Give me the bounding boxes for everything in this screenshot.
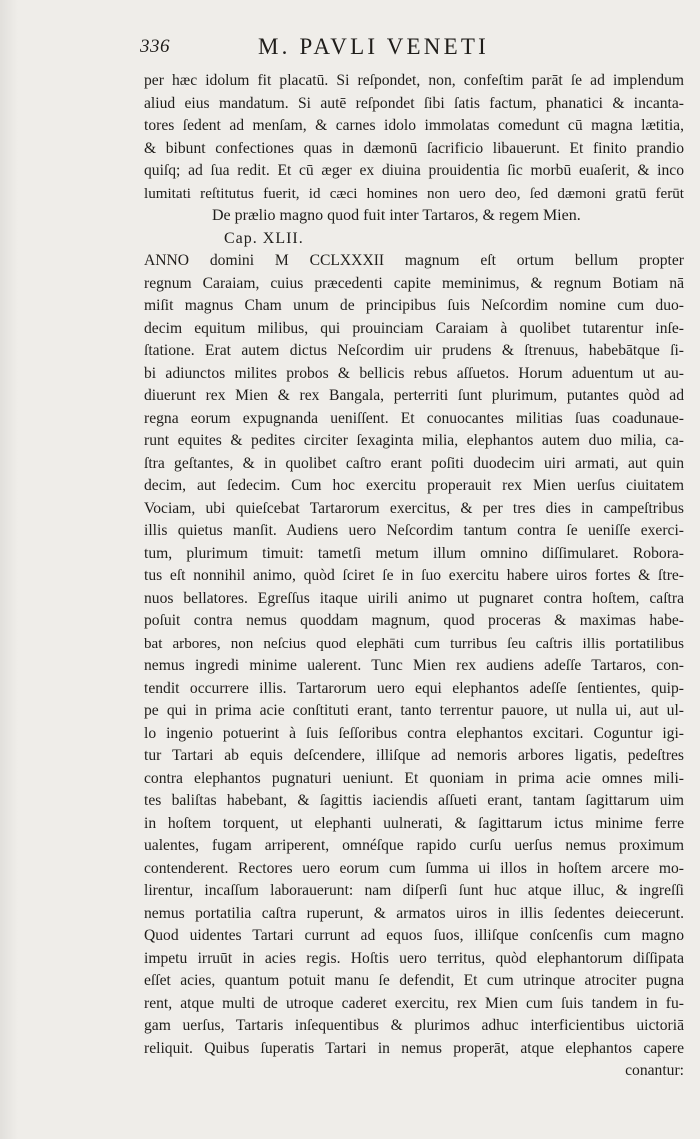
text-line: lo ingenio potuerint à ſuis ſeſſoribus contra elephantos excitari. Coguntur igi- [144, 724, 684, 742]
text-line: rent, atque multi de utroque caderet exercitu, rex Mien cum ſuis tandem in fu- [144, 994, 684, 1012]
text-line: ANNO domini M CCLXXXII magnum eſt ortum bellum propter [144, 252, 684, 269]
text-line: poſuit contra nemus quoddam magnum, quod proceras & maximas habe- [144, 612, 684, 629]
text-line: miſit magnus Cham unum de principibus ſuis Neſcordim nomine cum duo- [144, 297, 684, 314]
text-line: diuerunt rex Mien & rex Bangala, perterriti ſunt plurimum, putantes quòd ad [144, 387, 684, 404]
text-line: ualentes, fugam arriperent, omnéſque rapido curſu uerſus nemus proximum [144, 837, 684, 854]
text-line: per hæc idolum fit placatū. Si reſpondet, non, confeſtim parāt ſe ad implendum [144, 72, 684, 89]
text-line: contra elephantos pugnaturi ueniunt. Et quoniam in prima acie omnes mili- [144, 769, 684, 787]
text-line: reliquit. Quibus ſuperatis Tartari in nemus properāt, atque elephantos capere [144, 1039, 684, 1057]
body-text [144, 70, 684, 1083]
text-line: tores ſedent ad menſam, & carnes idolo immolatas comedunt cū magna lætitia, [144, 117, 684, 134]
text-line: tur Tartari ab equis deſcendere, illiſque ad nemoris arbores ligatis, pedeſtres [144, 747, 684, 764]
text-line: Vociam, ubi quieſcebat Tartarorum exercitus, & per tres dies in campeſtribus [144, 499, 684, 517]
text-line: lirentur, incaſſum laborauerunt: nam diſperſi ſunt huc atque illuc, & ingreſſi [144, 882, 684, 899]
text-line: nuos bellatores. Egreſſus itaque uirili animo ut pugnaret contra hoſtem, caſtra [144, 589, 684, 607]
text-line: tum, plurimum timuit: tametſi metum illum omnino diſſimularet. Robora- [144, 544, 684, 562]
text-line: bi adiunctos milites probos & bellicis rebus aſſuetos. Horum aduentum ut au- [144, 364, 684, 382]
text-line: regnum Caraiam, cuius præcedenti capite meminimus, & regnum Botiam nā [144, 274, 684, 292]
text-line: illis quietus manſit. Audiens uero Neſcordim tantum contra ſe ueniſſe exerci- [144, 522, 684, 539]
text-line: lumitati reſtitutus fuerit, id cæci homines non uero deo, ſed dæmoni gratū ferūt [144, 185, 684, 202]
text-line: tes baliſtas habebant, & ſagittis iaciendis aſſueti erant, tantam ſagittarum uim [144, 792, 684, 809]
page-number: 336 [140, 36, 170, 57]
text-line: decim equitum milibus, qui prouinciam Caraiam à quolibet tutarentur inſe- [144, 319, 684, 337]
text-line: ſtra geſtantes, & in quolibet caſtro erant poſiti duodecim uiri armati, aut quin [144, 454, 684, 472]
text-line: pe qui in prima acie conſtituti erant, tanto terrentur pauore, ut nulla ui, aut ul- [144, 702, 684, 719]
text-line: nemus portatilia caſtra ruperunt, & armatos uiros in illis ſedentes deiecerunt. [144, 904, 684, 922]
catchword: conantur: [625, 1062, 684, 1079]
text-line: bat arbores, non neſcius quod elephāti cum turribus ſeu caſtris illis portatilibus [144, 635, 684, 652]
text-line: tendit occurrere illis. Tartarorum uero equi elephantos adeſſe ſentientes, quip- [144, 679, 684, 697]
text-line: tus eſt nonnihil animo, quòd ſciret ſe in ſuo exercitu habere uiros fortes & ſtre- [144, 567, 684, 584]
text-line: decim, aut ſedecim. Cum hoc exercitu properauit rex Mien uerſus ciuitatem [144, 477, 684, 494]
page-gutter-shadow [0, 0, 18, 1139]
section-heading: De prælio magno quod fuit inter Tartaros, & regem Mien. [212, 207, 581, 224]
text-line: regna eorum expugnanda ueniſſent. Et conuocantes militias ſuas coadunaue- [144, 409, 684, 427]
text-line: & bibunt confectiones quas in dæmonū ſacrificio libauerunt. Et finito prandio [144, 139, 684, 157]
text-line: in hoſtem torquent, ut elephanti uulnerati, & ſagittarum ictus minime ferre [144, 814, 684, 832]
text-line: runt equites & pedites circiter ſexaginta milia, elephantos autem duo milia, ca- [144, 432, 684, 449]
text-line: Quod uidentes Tartari currunt ad equos ſuos, illiſque conſcenſis cum magno [144, 927, 684, 944]
text-line: ſtatione. Erat autem dictus Neſcordim uir prudens & ſtrenuus, habebātque ſi- [144, 342, 684, 359]
text-line: contenderent. Rectores uero eorum cum ſumma ui illos in hoſtem arcere mo- [144, 859, 684, 877]
text-line: eſſet acies, quantum potuit manu ſe defendit, Et cum utrinque atrociter pugna [144, 972, 684, 989]
text-line: gam uerſus, Tartaris inſequentibus & plurimos adhuc interficientibus uictoriā [144, 1017, 684, 1034]
text-line: nemus ingredi minime ualerent. Tunc Mien rex audiens adeſſe Tartaros, con- [144, 657, 684, 674]
chapter-number: Cap. XLII. [224, 229, 304, 247]
text-line: aliud eius mandatum. Si autē reſpondet ſibi ſatis factum, phanatici & incanta- [144, 94, 684, 112]
running-head: M. PAVLI VENETI [258, 34, 489, 59]
text-line: quiſq; ad ſua redit. Et cū æger ex diuina prouidentia ſic morbū euaſerit, & inco [144, 162, 684, 179]
text-line: impetu irruūt in acies regis. Hoſtis uero territus, quòd elephantorum diſſipata [144, 949, 684, 967]
